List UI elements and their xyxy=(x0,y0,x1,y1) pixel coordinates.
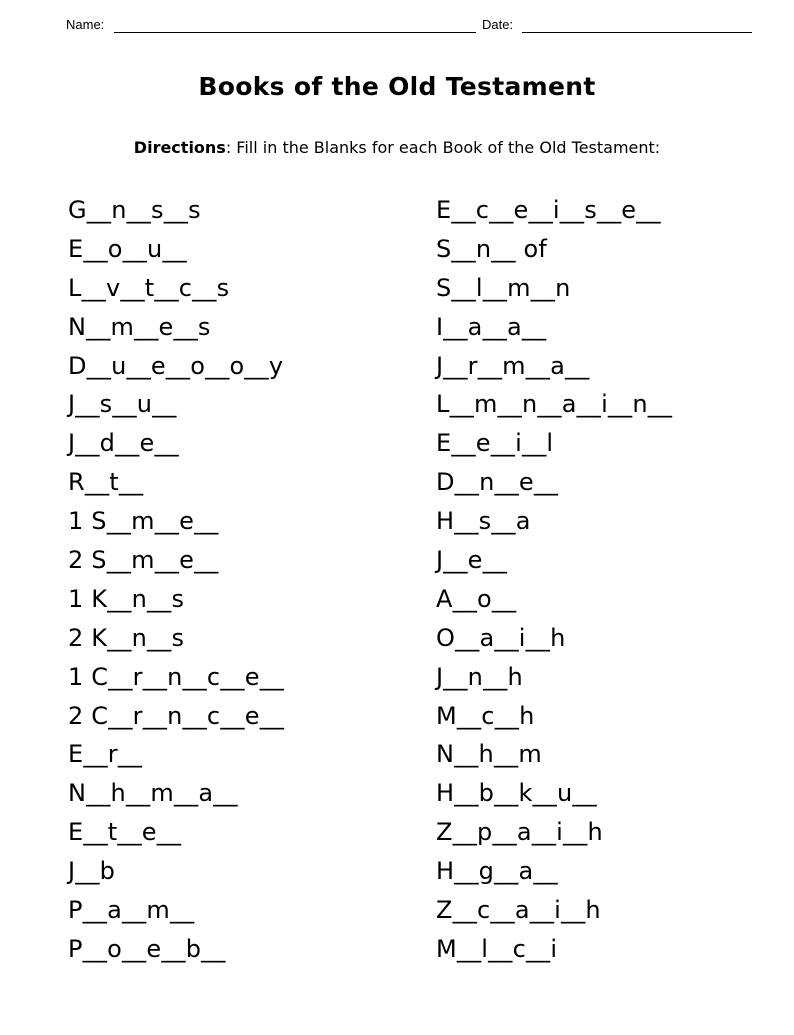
book-blank-item: N__h__m xyxy=(436,740,542,769)
book-blank-item: L__m__n__a__i__n__ xyxy=(436,390,673,419)
book-blank-item: S__n__ of xyxy=(436,234,548,263)
book-blank-item: N__h__m__a__ xyxy=(68,779,238,808)
book-blank-item: M__c__h xyxy=(436,701,535,730)
book-blank-item: E__o__u__ xyxy=(68,234,187,263)
book-blank-item: 2 S__m__e__ xyxy=(68,546,219,575)
book-blank-item: J__s__u__ xyxy=(68,390,177,419)
right-book-column xyxy=(436,191,672,969)
book-blank-item: 1 C__r__n__c__e__ xyxy=(68,662,285,691)
book-blank-item: E__t__e__ xyxy=(68,818,182,847)
book-blank-item: P__o__e__b__ xyxy=(68,934,226,963)
date-blank-line[interactable] xyxy=(522,32,752,33)
book-blank-item: D__n__e__ xyxy=(436,468,559,497)
book-blank-item: J__r__m__a__ xyxy=(436,351,590,380)
book-blank-item: 2 C__r__n__c__e__ xyxy=(68,701,285,730)
directions-text: : Fill in the Blanks for each Book of the Old Testament: xyxy=(225,138,661,157)
page-title: Books of the Old Testament xyxy=(198,72,596,101)
name-blank-line[interactable] xyxy=(114,32,476,33)
book-blank-item: E__r__ xyxy=(68,740,143,769)
book-blank-item: I__a__a__ xyxy=(436,312,547,341)
book-blank-item: E__e__i__l xyxy=(436,429,554,458)
book-blank-item: 2 K__n__s xyxy=(68,623,185,652)
book-blank-item: L__v__t__c__s xyxy=(68,273,230,302)
book-blank-item: A__o__ xyxy=(436,584,517,613)
book-blank-item: Z__c__a__i__h xyxy=(436,896,601,925)
book-blank-item: H__b__k__u__ xyxy=(436,779,597,808)
book-blank-item: M__l__c__i xyxy=(436,934,558,963)
directions-label: Directions xyxy=(133,138,226,157)
book-blank-item: S__l__m__n xyxy=(436,273,571,302)
left-book-column xyxy=(68,191,284,969)
book-blank-item: J__n__h xyxy=(436,662,523,691)
book-blank-item: J__b xyxy=(68,857,116,886)
book-blank-item: R__t__ xyxy=(68,468,144,497)
book-blank-item: H__s__a xyxy=(436,507,531,536)
name-date-header xyxy=(66,17,756,39)
book-blank-item: Z__p__a__i__h xyxy=(436,818,603,847)
book-blank-item: N__m__e__s xyxy=(68,312,211,341)
book-blank-item: E__c__e__i__s__e__ xyxy=(436,196,661,224)
book-blank-item: P__a__m__ xyxy=(68,896,195,925)
book-blank-item: G__n__s__s xyxy=(68,196,201,224)
book-blank-item: 1 K__n__s xyxy=(68,584,185,613)
book-blank-item: H__g__a__ xyxy=(436,857,558,886)
book-blank-item: J__d__e__ xyxy=(68,429,179,458)
name-label: Name: xyxy=(66,17,105,32)
book-blank-item: 1 S__m__e__ xyxy=(68,507,219,536)
book-blank-item: J__e__ xyxy=(436,546,508,575)
date-label: Date: xyxy=(482,17,514,32)
book-blank-item: D__u__e__o__o__y xyxy=(68,351,284,380)
directions xyxy=(0,138,794,157)
book-blank-item: O__a__i__h xyxy=(436,623,566,652)
